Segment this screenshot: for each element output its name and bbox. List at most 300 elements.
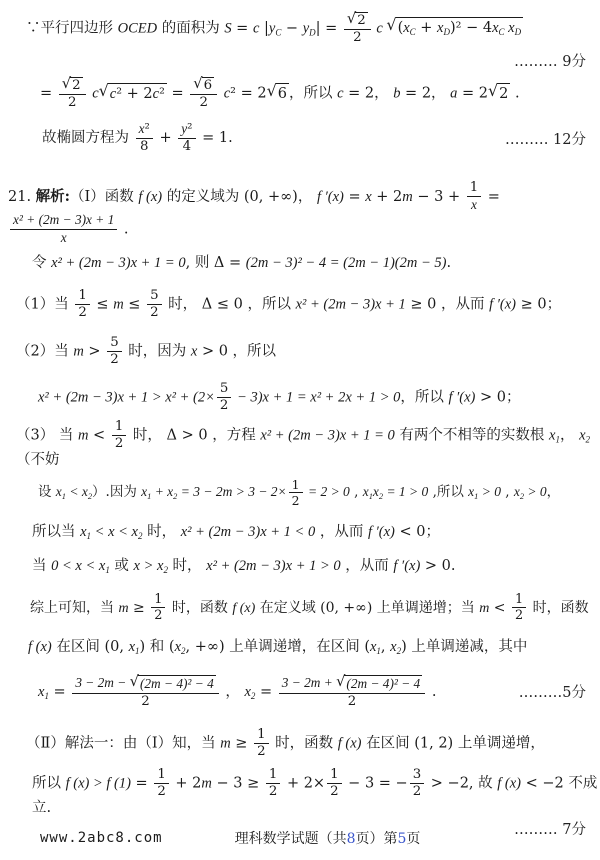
line-content [38, 672, 437, 709]
radicand [355, 12, 367, 28]
fraction-numerator [190, 74, 217, 95]
solution-line [0, 550, 600, 584]
solution-line [0, 280, 600, 328]
text-run: = [255, 683, 277, 700]
math-run: x [38, 683, 45, 700]
radicand [344, 675, 422, 692]
text-run: 1 [469, 180, 479, 195]
text-run: 21. [8, 189, 36, 205]
text-run: ² [144, 122, 150, 137]
text-run: 时， [167, 557, 207, 574]
bold-run: 解析: [35, 188, 71, 205]
text-run: 有两个不相等的实数根 [394, 427, 550, 444]
text-run: ≥ [230, 735, 253, 752]
math-run: x [513, 484, 520, 500]
text-run: + [154, 130, 177, 146]
math-run: x [492, 20, 499, 37]
math-run: y [302, 20, 310, 36]
text-run: = [483, 189, 500, 205]
fraction-numerator [266, 768, 280, 784]
text-run: ，从而 [315, 523, 368, 540]
subscript: 2 [173, 492, 178, 502]
fraction [112, 420, 126, 451]
line-content [32, 254, 451, 273]
footer-site-url: www.2abc8.com [40, 830, 163, 846]
square-root [336, 672, 422, 692]
text-run: 时，函数 [270, 735, 338, 752]
math-run: = 2 > 0 [304, 484, 350, 500]
math-run: (2m − 4)² − 4 [139, 675, 214, 691]
fraction-numerator [136, 122, 153, 139]
text-run: 2 [347, 693, 357, 709]
fraction-numerator [279, 672, 425, 694]
math-run: + x [151, 484, 174, 500]
fraction-numerator [410, 768, 424, 784]
text-run: > 0； [475, 389, 521, 405]
fraction [107, 336, 121, 367]
subscript: D [443, 27, 450, 38]
footer-doc-label [235, 828, 421, 848]
fraction [289, 478, 303, 507]
subscript: 1 [147, 492, 152, 502]
math-run: x [174, 638, 181, 655]
math-run: f ′(x) [367, 523, 395, 540]
fraction [327, 768, 341, 799]
text-run: = [48, 683, 71, 700]
subscript: 1 [61, 492, 66, 502]
solution-lines [0, 6, 600, 840]
line-content [26, 728, 545, 759]
text-run: . [446, 254, 452, 271]
text-run: （Ⅰ）函数 [70, 189, 139, 205]
subscript: D [309, 27, 316, 38]
fraction-numerator [151, 593, 165, 609]
fraction [254, 728, 268, 759]
text-run: 时，因为 [123, 343, 191, 359]
subscript: 1 [376, 646, 381, 657]
fraction [75, 289, 89, 320]
subscript: 1 [474, 492, 479, 502]
math-run: f ′(x) [393, 557, 421, 574]
fraction [266, 768, 280, 799]
radicand [276, 83, 289, 104]
fraction-denominator [348, 694, 356, 709]
radical-sign: √ [336, 672, 346, 690]
text-run: ∵平行四边形 [26, 20, 118, 36]
math-run: x [80, 523, 87, 540]
fraction-numerator [289, 478, 303, 493]
text-run: 4 [182, 139, 192, 154]
solution-line [0, 664, 600, 720]
math-run: S [224, 20, 232, 36]
text-run: < [88, 427, 110, 444]
subscript: 2 [87, 492, 93, 502]
math-run: x² + (2m − 3)x + 1 < 0 [180, 523, 316, 540]
math-run: 3 − 2m + [281, 674, 337, 690]
text-run: ，所以 [400, 389, 449, 405]
fraction-denominator [141, 694, 149, 709]
text-run: ，所以 [288, 85, 338, 101]
text-run: ≥ 0； [516, 296, 562, 312]
subscript: 1 [44, 690, 49, 701]
fraction-numerator [75, 289, 89, 305]
text-run: = 2， [343, 85, 394, 101]
math-run: c [252, 20, 260, 36]
text-run: 的面积为 [157, 20, 225, 36]
subscript: 2 [585, 434, 591, 445]
math-run: > 0 [478, 484, 501, 500]
math-run: f (x) [232, 600, 256, 616]
radical-sign: √ [346, 9, 357, 27]
line-content [40, 74, 520, 110]
text-run: 2 [150, 304, 159, 320]
math-run: m [77, 427, 89, 444]
score-mark [514, 50, 600, 71]
fraction-denominator [183, 139, 191, 154]
math-run: > 0 [524, 484, 547, 500]
subscript: 2 [138, 531, 143, 542]
text-run: ， [559, 427, 580, 444]
text-run: 2 [499, 85, 509, 102]
text-run: > [83, 343, 106, 359]
text-run: < 0； [394, 523, 440, 540]
solution-line [0, 71, 600, 115]
text-run: 所以当 [32, 523, 81, 540]
text-run: 1 [78, 287, 87, 303]
math-run: x [55, 484, 62, 500]
math-run: = 3 − 2m > 3 − 2× [177, 484, 287, 500]
math-run: c [337, 85, 344, 101]
text-run: （1）当 [16, 296, 74, 312]
solution-line [0, 768, 600, 818]
text-run: , [500, 484, 514, 501]
text-run: ……… 12分 [504, 131, 586, 148]
text-run: − 3 = − [343, 775, 408, 792]
text-run: （不妨 [16, 452, 60, 468]
text-run: 2 [114, 436, 124, 451]
math-run: (2m − 3)² − 4 = (2m − 1)(2m − 5) [245, 254, 447, 271]
fraction-numerator [107, 336, 121, 352]
text-run: 2 [219, 397, 229, 413]
fraction-denominator [515, 608, 523, 623]
square-root [61, 74, 83, 93]
math-run: x [362, 484, 369, 500]
score-mark [505, 128, 600, 149]
text-run: ， [220, 683, 245, 700]
fraction-denominator [115, 436, 123, 451]
fraction [10, 213, 117, 246]
text-run: . [427, 683, 437, 700]
text-run: 2 [157, 783, 166, 799]
math-run: < x < x [91, 523, 138, 540]
text-run: 2 [154, 608, 163, 624]
fraction [154, 768, 168, 799]
text-run: 时， Δ ≤ 0 ，所以 [163, 296, 296, 312]
square-root [488, 80, 510, 104]
text-run: 2 [67, 94, 77, 110]
text-run: . [119, 221, 129, 238]
math-run: c [109, 85, 117, 102]
math-run: x [390, 638, 397, 655]
math-run: b [393, 85, 401, 101]
text-run: ……… 9分 [514, 54, 586, 70]
math-run: f (x) [337, 735, 362, 752]
fraction-numerator [147, 289, 161, 305]
text-run: = 1. [197, 130, 233, 146]
line-content [16, 336, 276, 367]
subscript: 1 [368, 492, 373, 502]
fraction-denominator [292, 493, 300, 507]
text-run: 2 [357, 12, 366, 28]
line-content [38, 382, 520, 413]
text-run: 综上可知，当 [30, 599, 119, 616]
line-content [32, 768, 600, 818]
text-run: 时， Δ > 0 ，方程 [128, 427, 261, 444]
text-run: 故椭圆方程为 [42, 130, 134, 146]
subscript: C [275, 27, 282, 38]
math-run: x [141, 484, 148, 500]
text-run: + 2 [170, 775, 202, 792]
text-run: 1 [114, 419, 124, 434]
fraction-numerator [467, 181, 481, 197]
text-run: 2 [141, 693, 150, 709]
radicand [202, 77, 214, 93]
math-run: x [60, 230, 67, 245]
text-run: < [489, 599, 510, 616]
math-run: OCED [117, 20, 158, 36]
math-run: c [92, 85, 99, 101]
subscript: 2 [396, 646, 402, 657]
fraction [512, 593, 526, 623]
subscript: 2 [378, 492, 384, 502]
text-run: = 2 [457, 85, 488, 101]
radical-sign: √ [386, 15, 397, 35]
text-run: ≥ [128, 599, 150, 616]
math-run: x [549, 427, 556, 444]
math-run: f ′(x) [489, 296, 516, 312]
math-run: f (x) [138, 189, 163, 205]
text-run: , +∞) 上单调递增，在区间 ( [185, 638, 370, 655]
line-content [16, 420, 600, 470]
fraction [151, 593, 165, 623]
text-run: ² + 2 [116, 85, 153, 102]
text-run: 时，函数 [528, 599, 589, 616]
math-run: x > x [133, 557, 164, 574]
text-run: 2 [268, 783, 278, 799]
text-run: ，从而 [340, 557, 394, 574]
text-run: （Ⅱ）解法一：由（Ⅰ）知，当 [26, 735, 221, 752]
math-run: m [113, 296, 124, 312]
subscript: 2 [181, 646, 186, 657]
text-run: 2 [72, 77, 81, 93]
text-run: = [343, 189, 366, 205]
math-run: f (x) [28, 638, 52, 655]
text-run: 的定义域为 (0, +∞)， [162, 189, 317, 205]
text-run: （3） 当 [16, 427, 78, 444]
math-run: c [223, 85, 231, 101]
fraction-denominator [68, 95, 76, 110]
solution-line [0, 50, 600, 71]
fraction [279, 672, 425, 709]
text-run: , [380, 638, 391, 655]
fraction [59, 74, 86, 110]
math-run: m [479, 600, 490, 616]
math-run: m [201, 775, 212, 792]
fraction-numerator [254, 728, 268, 744]
text-run: 2 [353, 29, 362, 45]
math-run: x [579, 427, 586, 444]
text-run: 1 [291, 477, 300, 493]
square-root [346, 9, 368, 28]
text-run: ≤ [123, 296, 146, 312]
text-run: + 2 [371, 189, 403, 205]
math-run: c [372, 20, 387, 36]
text-run: − [281, 20, 303, 36]
text-run: 2 [291, 493, 300, 509]
fraction-denominator [140, 139, 148, 154]
math-run: x² + (2m − 3)x + 1 = 0 [51, 254, 186, 271]
radical-sign: √ [129, 672, 139, 690]
solution-line [0, 246, 600, 280]
solution-line [0, 374, 600, 420]
solution-line [0, 420, 600, 470]
fraction-numerator [112, 420, 126, 436]
score-mark [519, 681, 600, 702]
text-run: )² − 4 [449, 20, 493, 37]
math-run: x [128, 638, 136, 655]
radicand [70, 77, 82, 93]
text-run: 1 [268, 766, 278, 782]
subscript: C [498, 27, 505, 38]
math-run: x² + (2m − 3)x + 1 > x² + (2× [38, 389, 215, 405]
text-run: 2 [412, 783, 422, 799]
fraction-numerator [344, 9, 371, 30]
fraction [136, 122, 153, 154]
text-run: 在定义域 (0, +∞) 上单调递增；当 [255, 599, 480, 616]
math-run: c [152, 85, 160, 102]
math-run: m [73, 343, 84, 359]
solution-line [0, 720, 600, 768]
text-run: 2 [514, 608, 524, 624]
subscript: 1 [105, 565, 110, 576]
text-run: 6 [277, 85, 287, 102]
solution-line [0, 470, 600, 516]
square-root [266, 80, 289, 104]
math-run: x [372, 484, 379, 500]
math-run: x [437, 20, 444, 37]
math-run: x [244, 683, 251, 700]
math-run: f ′(x) [316, 189, 344, 205]
footer-doc-mid: 页）第 [355, 831, 398, 847]
text-run: ）.因为 [92, 484, 142, 501]
fraction [178, 122, 195, 154]
radical-sign: √ [61, 74, 72, 92]
line-content [28, 638, 527, 658]
text-run: < −2 不成立. [32, 775, 598, 816]
fraction-denominator [61, 230, 67, 246]
fraction-numerator [512, 593, 526, 609]
fraction [190, 74, 217, 110]
subscript: 2 [519, 492, 525, 502]
footer-page-number: 5 [397, 831, 407, 847]
text-run: 所以 [32, 775, 66, 792]
line-content [42, 122, 233, 154]
radicand [138, 675, 216, 692]
math-run: x [138, 121, 145, 136]
subscript: D [514, 27, 522, 38]
text-run: > −2, 故 [426, 775, 498, 792]
text-run: 时，函数 [167, 599, 233, 616]
text-run: ………5分 [518, 685, 586, 702]
text-run: 当 [32, 557, 52, 574]
math-run: m [220, 735, 231, 752]
math-run: x [468, 484, 475, 500]
math-run: < x [65, 484, 88, 500]
text-run: − 3 ≥ [211, 775, 264, 792]
math-run: a [450, 85, 458, 101]
page-footer [0, 828, 600, 848]
subscript: 1 [555, 434, 560, 445]
text-run: 5 [110, 334, 119, 350]
text-run: | [259, 20, 269, 36]
text-run: 2 [330, 783, 339, 799]
text-run: ) 上单调递减，其中 [401, 638, 528, 655]
fraction-numerator [154, 768, 168, 784]
text-run: 2 [78, 304, 87, 320]
math-run: x [403, 20, 410, 37]
math-run: m [118, 600, 129, 616]
line-content [16, 289, 561, 320]
text-run: . [510, 85, 520, 101]
fraction-denominator [150, 305, 158, 320]
line-content [38, 478, 560, 507]
solution-line [0, 328, 600, 374]
text-run: 1 [157, 766, 166, 782]
math-run: = 1 > 0 [383, 484, 429, 500]
text-run: > 0. [420, 557, 456, 574]
line-content [8, 181, 600, 246]
math-run: 0 < x < x [51, 557, 106, 574]
subscript: 2 [163, 565, 168, 576]
math-run: x [504, 20, 515, 37]
text-run: , 则 Δ = [185, 254, 246, 271]
text-run: 或 [109, 557, 134, 574]
text-run: 令 [32, 254, 52, 271]
text-run: 1 [154, 591, 163, 607]
subscript: 2 [250, 690, 256, 701]
text-run: 5 [150, 287, 159, 303]
text-run: ……… 7分 [514, 822, 586, 839]
line-content [26, 9, 523, 45]
math-run: f ′(x) [448, 389, 476, 405]
fraction-denominator [269, 784, 277, 799]
fraction-denominator [471, 197, 477, 213]
fraction-denominator [78, 305, 86, 320]
radical-sign: √ [193, 74, 203, 92]
radical-sign: √ [98, 80, 109, 100]
subscript: 1 [86, 531, 92, 542]
text-run: 3 [412, 766, 422, 782]
text-run: = [130, 775, 153, 792]
text-run: = [231, 20, 253, 36]
math-run: (2m − 4)² − 4 [346, 675, 421, 691]
fraction-numerator [217, 382, 231, 398]
text-run: ， [546, 484, 561, 501]
fraction-denominator [157, 784, 165, 799]
solution-line [0, 181, 600, 246]
fraction-denominator [353, 30, 361, 45]
subscript: C [409, 27, 416, 38]
